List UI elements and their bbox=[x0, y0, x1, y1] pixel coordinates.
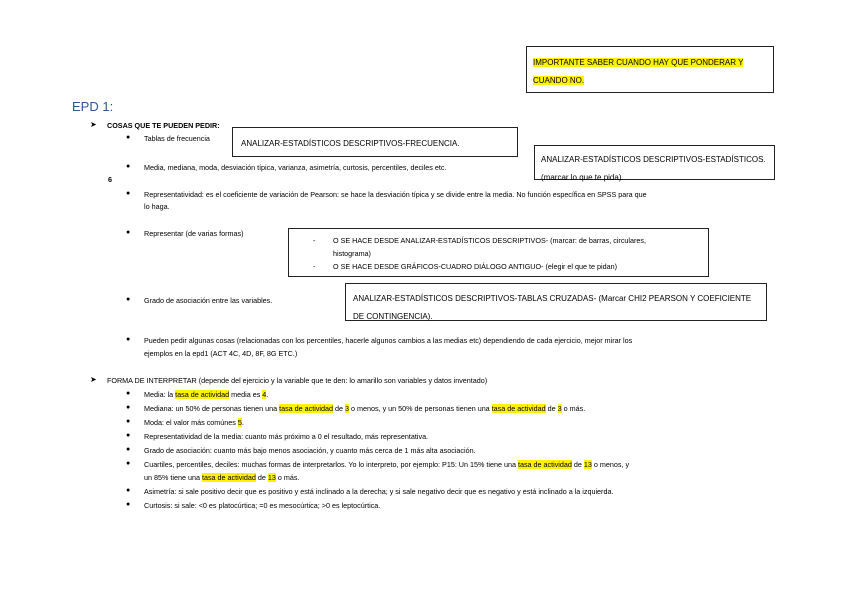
section-heading: EPD 1: bbox=[72, 99, 114, 114]
text: . bbox=[241, 418, 244, 427]
dot-bullet-icon: ● bbox=[126, 390, 131, 397]
arrow-bullet-icon: ➤ bbox=[90, 375, 97, 384]
text: de bbox=[333, 404, 346, 413]
section1-title: COSAS QUE TE PUEDEN PEDIR: bbox=[107, 121, 220, 130]
text: o menos, y bbox=[591, 460, 630, 469]
item-representar: Representar (de varias formas) bbox=[144, 229, 244, 238]
dot-bullet-icon: ● bbox=[126, 460, 131, 467]
text: . bbox=[266, 390, 269, 399]
dot-bullet-icon: ● bbox=[126, 190, 131, 197]
box-grado bbox=[345, 283, 767, 321]
text: un 85% tiene una bbox=[144, 473, 202, 482]
dot-bullet-icon: ● bbox=[126, 418, 131, 425]
interp-asimetria: Asimetría: si sale positivo decir que es positivo y está inclinado a la derecha; y si sale negativo decir que es negativo y está inclinado a la izquierda. bbox=[144, 487, 614, 496]
highlight: tasa de actividad bbox=[517, 460, 572, 469]
section2-title: FORMA DE INTERPRETAR (depende del ejercicio y la variable que te den: lo amarillo son variables y datos inventado) bbox=[107, 376, 488, 385]
highlight: tasa de actividad bbox=[175, 390, 230, 399]
interp-mediana bbox=[144, 404, 585, 413]
highlight: 3 bbox=[557, 404, 562, 413]
highlight: 13 bbox=[583, 460, 592, 469]
arrow-bullet-icon: ➤ bbox=[90, 120, 97, 129]
box-media-text: ANALIZAR-ESTADÍSTICOS DESCRIPTIVOS-ESTADÍSTICOS. (marcar lo que te pida) bbox=[541, 155, 766, 182]
text: de bbox=[255, 473, 268, 482]
dot-bullet-icon: ● bbox=[126, 446, 131, 453]
box-media bbox=[534, 145, 775, 180]
box-representar-1a: O SE HACE DESDE ANALIZAR-ESTADÍSTICOS DESCRIPTIVOS- (marcar: de barras, circulares, bbox=[333, 236, 646, 245]
item-freq: Tablas de frecuencia bbox=[144, 134, 210, 143]
dash-marker: - bbox=[313, 236, 316, 245]
text: o más. bbox=[275, 473, 300, 482]
dot-bullet-icon: ● bbox=[126, 432, 131, 439]
interp-curtosis: Curtosis: si sale: <0 es platocúrtica; =0 es mesocúrtica; >0 es leptocúrtica. bbox=[144, 501, 381, 510]
important-note-box bbox=[526, 46, 774, 93]
dot-bullet-icon: ● bbox=[126, 296, 131, 303]
highlight: 4 bbox=[262, 390, 267, 399]
text: o más. bbox=[561, 404, 586, 413]
highlight: 5 bbox=[237, 418, 242, 427]
dot-bullet-icon: ● bbox=[126, 487, 131, 494]
item-repres-1: Representatividad: es el coeficiente de variación de Pearson: se hace la desviación típica y se divide entre la media. No función específica en SPSS para que bbox=[144, 190, 647, 199]
dot-bullet-icon: ● bbox=[126, 163, 131, 170]
dot-bullet-icon: ● bbox=[126, 336, 131, 343]
item-repres-2: lo haga. bbox=[144, 202, 170, 211]
text: Media: la bbox=[144, 390, 176, 399]
text: o menos, y un 50% de personas tienen una bbox=[349, 404, 492, 413]
dot-bullet-icon: ● bbox=[126, 501, 131, 508]
item-pueden-1: Pueden pedir algunas cosas (relacionadas con los percentiles, hacerle algunos cambios a las medias etc) dependiendo de cada ejercicio, mejor mirar los bbox=[144, 336, 633, 345]
box-grado-text: ANALIZAR-ESTADÍSTICOS DESCRIPTIVOS-TABLAS CRUZADAS- (Marcar CHI2 PEARSON Y COEFICIENTE DE CONTINGENCIA). bbox=[353, 294, 752, 321]
item-media: Media, mediana, moda, desviación típica, varianza, asimetría, curtosis, percentiles, deciles etc. bbox=[144, 163, 447, 172]
interp-moda bbox=[144, 418, 244, 427]
highlight: tasa de actividad bbox=[491, 404, 546, 413]
text: de bbox=[571, 460, 584, 469]
text: Mediana: un 50% de personas tienen una bbox=[144, 404, 280, 413]
interp-cuartiles bbox=[144, 460, 629, 469]
dot-bullet-icon: ● bbox=[126, 404, 131, 411]
box-freq bbox=[232, 127, 518, 157]
highlight: 3 bbox=[345, 404, 350, 413]
highlight: 13 bbox=[267, 473, 276, 482]
text: de bbox=[545, 404, 558, 413]
interp-media bbox=[144, 390, 268, 399]
dot-bullet-icon: ● bbox=[126, 134, 131, 141]
dash-marker: - bbox=[313, 262, 316, 271]
highlight: tasa de actividad bbox=[201, 473, 256, 482]
item-pueden-2: ejemplos en la epd1 (ACT 4C, 4D, 8F, 8G ETC.) bbox=[144, 349, 298, 358]
text: Cuartiles, percentiles, deciles: muchas formas de interpretarlos. Yo lo interpreto, por ejemplo: P15: Un 15% tiene una bbox=[144, 460, 518, 469]
interp-grado: Grado de asociación: cuanto más bajo menos asociación, y cuanto más cerca de 1 más alta asociación. bbox=[144, 446, 476, 455]
text: Moda: el valor más comúnes bbox=[144, 418, 238, 427]
interp-repres: Representatividad de la media: cuanto más próximo a 0 el resultado, más representativa. bbox=[144, 432, 429, 441]
stray-number: 6 bbox=[108, 175, 112, 184]
highlight: tasa de actividad bbox=[279, 404, 334, 413]
box-representar-1b: histograma) bbox=[333, 249, 371, 258]
box-representar bbox=[288, 228, 709, 277]
dot-bullet-icon: ● bbox=[126, 229, 131, 236]
text: media es bbox=[229, 390, 263, 399]
box-representar-2: O SE HACE DESDE GRÁFICOS-CUADRO DIÁLOGO ANTIGUO- (elegir el que te pidan) bbox=[333, 262, 617, 271]
important-note-text: IMPORTANTE SABER CUANDO HAY QUE PONDERAR Y CUANDO NO. bbox=[533, 58, 744, 85]
item-grado: Grado de asociación entre las variables. bbox=[144, 296, 273, 305]
interp-cuartiles-line2 bbox=[144, 473, 299, 482]
box-freq-text: ANALIZAR-ESTADÍSTICOS DESCRIPTIVOS-FRECUENCIA. bbox=[241, 139, 460, 148]
